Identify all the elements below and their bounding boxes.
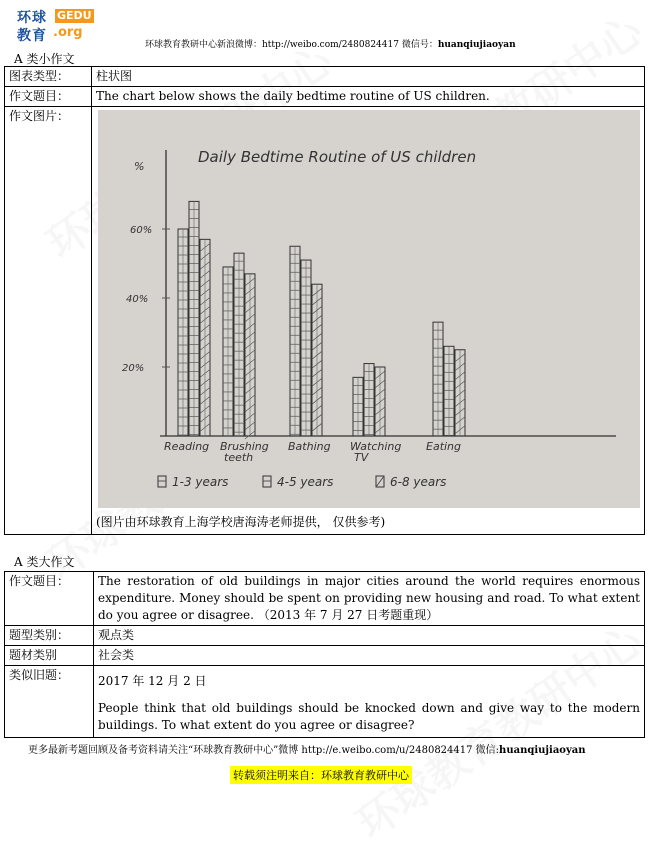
- table-row: [5, 626, 645, 646]
- footer-line: [28, 741, 586, 756]
- logo-text: 教育: [17, 28, 47, 44]
- row-key: 题材类别: [5, 646, 94, 666]
- footer-highlight: 转载须注明来自：环球教育教研中心: [230, 766, 412, 784]
- header-wechat: huanqiujiaoyan: [437, 40, 516, 50]
- footer-text: 更多最新考题回顾及备考资料请关注“环球教育教研中心”微博 http://e.weibo.com/u/2480824417 微信:: [28, 745, 500, 756]
- section-title: A 类大作文: [14, 555, 75, 569]
- row-value: 社会类: [94, 646, 645, 666]
- row-key: 作文题目：: [5, 572, 94, 626]
- y-tick-label: 40%: [126, 294, 149, 305]
- y-tick-label: 60%: [130, 225, 153, 236]
- row-value: 柱状图: [92, 67, 645, 87]
- x-tick-label: teeth: [224, 451, 254, 464]
- header-text: 环球教育教研中心新浪微博：http://weibo.com/2480824417 微信号：: [145, 40, 438, 50]
- table-row: [5, 87, 645, 107]
- row-key: 图表类型：: [5, 67, 92, 87]
- x-tick-label: TV: [354, 451, 369, 464]
- legend-label: 4-5 years: [277, 475, 334, 489]
- writing-task-1-table: [4, 66, 645, 535]
- chart-caption: (图片由环球教育上海学校唐海涛老师提供， 仅供参考): [96, 515, 386, 529]
- legend-label: 1-3 years: [172, 475, 229, 489]
- table-row: [5, 572, 645, 626]
- x-tick-label: Eating: [426, 440, 462, 453]
- row-key: 题型类别：: [5, 626, 94, 646]
- x-tick-label: Watching: [350, 440, 402, 453]
- table-row: [5, 67, 645, 87]
- chart-photo: [98, 110, 640, 508]
- legend: [158, 475, 446, 489]
- row-value: The restoration of old buildings in major cities around the world requires enormous expenditure. Money should be spent on providing new housing and road. To what extent do you agree or disagree. （2013 年 7 月 27 日考题重现）: [94, 572, 645, 626]
- x-tick-label: Brushing: [220, 440, 269, 453]
- row-value: 观点类: [94, 626, 645, 646]
- y-tick-label: 20%: [122, 363, 145, 374]
- chart-title: Daily Bedtime Routine of US children: [198, 148, 477, 166]
- logo-text: 环球: [17, 10, 47, 26]
- table-row: [5, 666, 645, 738]
- section-title: A 类小作文: [14, 52, 75, 66]
- table-row: [5, 646, 645, 666]
- logo-org: .org: [53, 25, 83, 40]
- row-key: 类似旧题：: [5, 666, 94, 738]
- y-axis-label: %: [134, 160, 145, 173]
- x-tick-label: Bathing: [288, 440, 331, 453]
- footer-wechat: huanqiujiaoyan: [499, 745, 586, 756]
- table-row: [5, 107, 645, 535]
- gedu-logo: [17, 7, 93, 45]
- row-value: [94, 666, 645, 738]
- logo-badge: GEDU: [57, 9, 92, 22]
- header-line: [145, 37, 516, 50]
- chart-cell: [92, 107, 645, 535]
- x-tick-label: Reading: [164, 440, 210, 453]
- row-key: 作文题目：: [5, 87, 92, 107]
- legend-label: 6-8 years: [390, 475, 447, 489]
- row-value: The chart below shows the daily bedtime routine of US children.: [92, 87, 645, 107]
- similar-topic-text: People think that old buildings should be knocked down and give way to the modern buildings. To what extent do you agree or disagree?: [98, 701, 640, 732]
- row-key: 作文图片：: [5, 107, 92, 535]
- similar-topic-date: 2017 年 12 月 2 日: [98, 674, 207, 688]
- writing-task-2-table: [4, 571, 645, 738]
